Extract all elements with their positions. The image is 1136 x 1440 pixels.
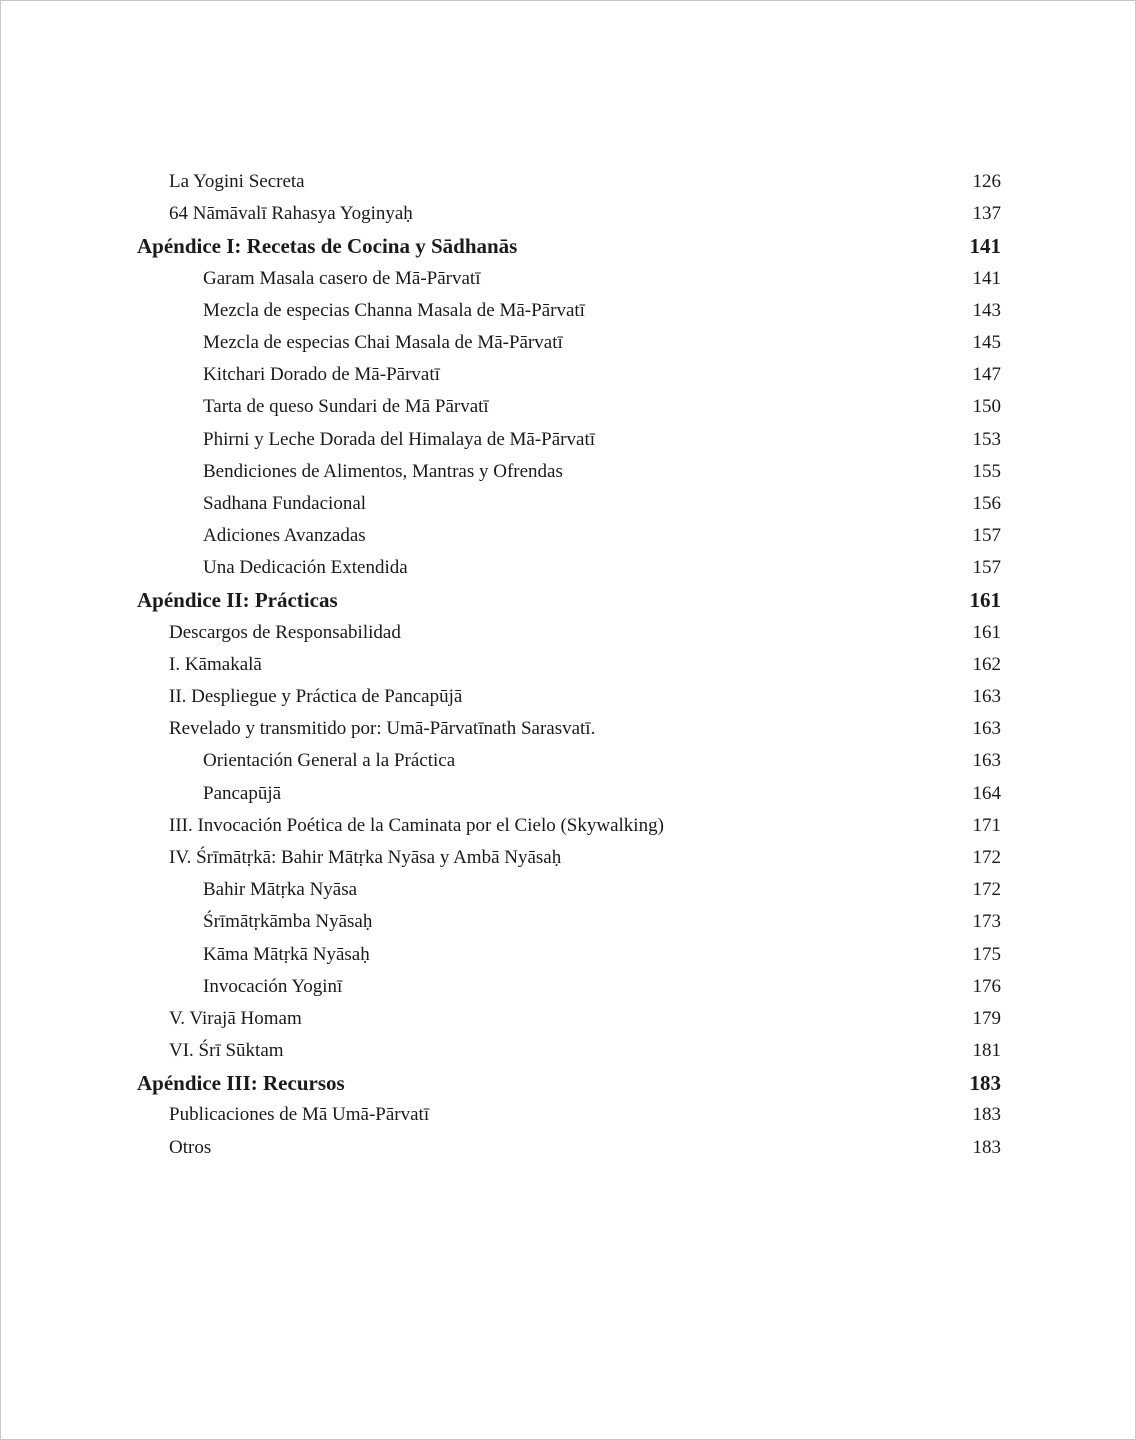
toc-entry [1, 391, 1136, 423]
toc-entry [1, 906, 1136, 938]
toc-entry [1, 1099, 1136, 1131]
toc-entry [1, 198, 1136, 230]
toc-entry-page: 141 [972, 267, 1001, 289]
toc-entry [1, 874, 1136, 906]
toc-entry [1, 520, 1136, 552]
toc-entry-title: Una Dedicación Extendida [203, 557, 408, 579]
toc-entry-title: Tarta de queso Sundari de Mā Pārvatī [203, 396, 489, 418]
toc-entry [1, 456, 1136, 488]
toc-entry-page: 145 [972, 331, 1001, 353]
toc-entry-title: Apéndice II: Prácticas [137, 588, 338, 613]
toc-entry-page: 163 [972, 686, 1001, 707]
toc-entry [1, 327, 1136, 359]
toc-entry [1, 810, 1136, 842]
toc-section-heading [1, 1067, 1136, 1099]
toc-entry-title: Garam Masala casero de Mā-Pārvatī [203, 267, 481, 289]
toc-section-heading [1, 584, 1136, 616]
toc-entry-title: 64 Nāmāvalī Rahasya Yoginyaḥ [169, 203, 413, 225]
toc-entry [1, 681, 1136, 713]
toc-entry [1, 1003, 1136, 1035]
toc-entry-title: Phirni y Leche Dorada del Himalaya de Mā-Pārvatī [203, 428, 595, 450]
toc-entry-title: Pancapūjā [203, 782, 282, 804]
toc-entry-page: 162 [972, 653, 1001, 675]
toc-entry [1, 424, 1136, 456]
toc-entry-title: Bahir Mātṛka Nyāsa [203, 879, 358, 901]
toc-entry [1, 359, 1136, 391]
toc-entry-title: V. Virajā Homam [169, 1007, 302, 1029]
toc-entry [1, 1035, 1136, 1067]
toc-entry [1, 649, 1136, 681]
toc-entry-title: Otros [169, 1136, 212, 1158]
toc-entry [1, 745, 1136, 777]
toc-entry-page: 175 [972, 943, 1001, 965]
toc-entry-title: La Yogini Secreta [169, 171, 305, 192]
toc-entry-title: Kāma Mātṛkā Nyāsaḥ [203, 943, 370, 965]
toc-entry-title: Śrīmātṛkāmba Nyāsaḥ [203, 911, 373, 933]
toc-entry-title: III. Invocación Poética de la Caminata por el Cielo (Skywalking) [169, 814, 664, 836]
toc-entry-page: 173 [972, 911, 1001, 933]
toc-entry-title: Descargos de Responsabilidad [169, 621, 401, 643]
table-of-contents [1, 166, 1136, 1164]
toc-entry-title: Kitchari Dorado de Mā-Pārvatī [203, 364, 440, 386]
toc-entry-page: 155 [972, 460, 1001, 482]
toc-entry-page: 161 [969, 588, 1001, 613]
toc-entry-title: II. Despliegue y Práctica de Pancapūjā [169, 686, 463, 707]
toc-entry-page: 171 [972, 814, 1001, 836]
toc-entry-page: 172 [972, 879, 1001, 901]
toc-entry-page: 163 [972, 718, 1001, 740]
toc-entry [1, 1132, 1136, 1164]
toc-entry-title: Mezcla de especias Channa Masala de Mā-Pārvatī [203, 299, 585, 321]
toc-entry-title: I. Kāmakalā [169, 653, 262, 675]
toc-entry-page: 163 [972, 750, 1001, 772]
toc-entry-page: 157 [972, 525, 1001, 547]
toc-entry-page: 153 [972, 428, 1001, 450]
toc-entry [1, 713, 1136, 745]
toc-entry-title: Adiciones Avanzadas [203, 525, 366, 547]
toc-entry-page: 172 [972, 846, 1001, 868]
toc-entry-page: 147 [972, 364, 1001, 386]
toc-entry-page: 183 [972, 1104, 1001, 1126]
toc-entry-page: 143 [972, 299, 1001, 321]
toc-entry-page: 176 [972, 975, 1001, 997]
toc-entry-title: Invocación Yoginī [203, 975, 343, 997]
toc-entry [1, 971, 1136, 1003]
toc-entry-title: IV. Śrīmātṛkā: Bahir Mātṛka Nyāsa y Ambā Nyāsaḥ [169, 846, 562, 868]
toc-entry-page: 183 [972, 1136, 1001, 1158]
toc-entry-page: 157 [972, 557, 1001, 579]
toc-entry [1, 617, 1136, 649]
toc-entry-title: Apéndice I: Recetas de Cocina y Sādhanās [137, 234, 518, 259]
toc-entry [1, 488, 1136, 520]
toc-entry [1, 939, 1136, 971]
toc-entry [1, 552, 1136, 584]
toc-entry [1, 842, 1136, 874]
toc-entry-page: 126 [972, 171, 1001, 192]
toc-entry-page: 181 [972, 1040, 1001, 1062]
toc-entry [1, 263, 1136, 295]
toc-entry-page: 183 [969, 1071, 1001, 1096]
toc-entry-title: Mezcla de especias Chai Masala de Mā-Pārvatī [203, 331, 563, 353]
toc-entry-page: 150 [972, 396, 1001, 418]
toc-entry [1, 166, 1136, 198]
toc-entry-page: 156 [972, 492, 1001, 514]
toc-entry-title: VI. Śrī Sūktam [169, 1040, 284, 1062]
toc-entry [1, 295, 1136, 327]
toc-entry-title: Sadhana Fundacional [203, 492, 367, 514]
toc-entry-page: 161 [972, 621, 1001, 643]
toc-section-heading [1, 230, 1136, 262]
toc-entry-page: 164 [972, 782, 1001, 804]
toc-entry-title: Revelado y transmitido por: Umā-Pārvatīnath Sarasvatī. [169, 718, 596, 740]
toc-entry-title: Apéndice III: Recursos [137, 1071, 345, 1096]
toc-entry-page: 179 [972, 1007, 1001, 1029]
toc-entry-page: 141 [969, 234, 1001, 259]
toc-entry-title: Publicaciones de Mā Umā-Pārvatī [169, 1104, 430, 1126]
toc-entry-page: 137 [972, 203, 1001, 225]
toc-entry [1, 778, 1136, 810]
toc-entry-title: Bendiciones de Alimentos, Mantras y Ofrendas [203, 460, 563, 482]
toc-entry-title: Orientación General a la Práctica [203, 750, 456, 772]
